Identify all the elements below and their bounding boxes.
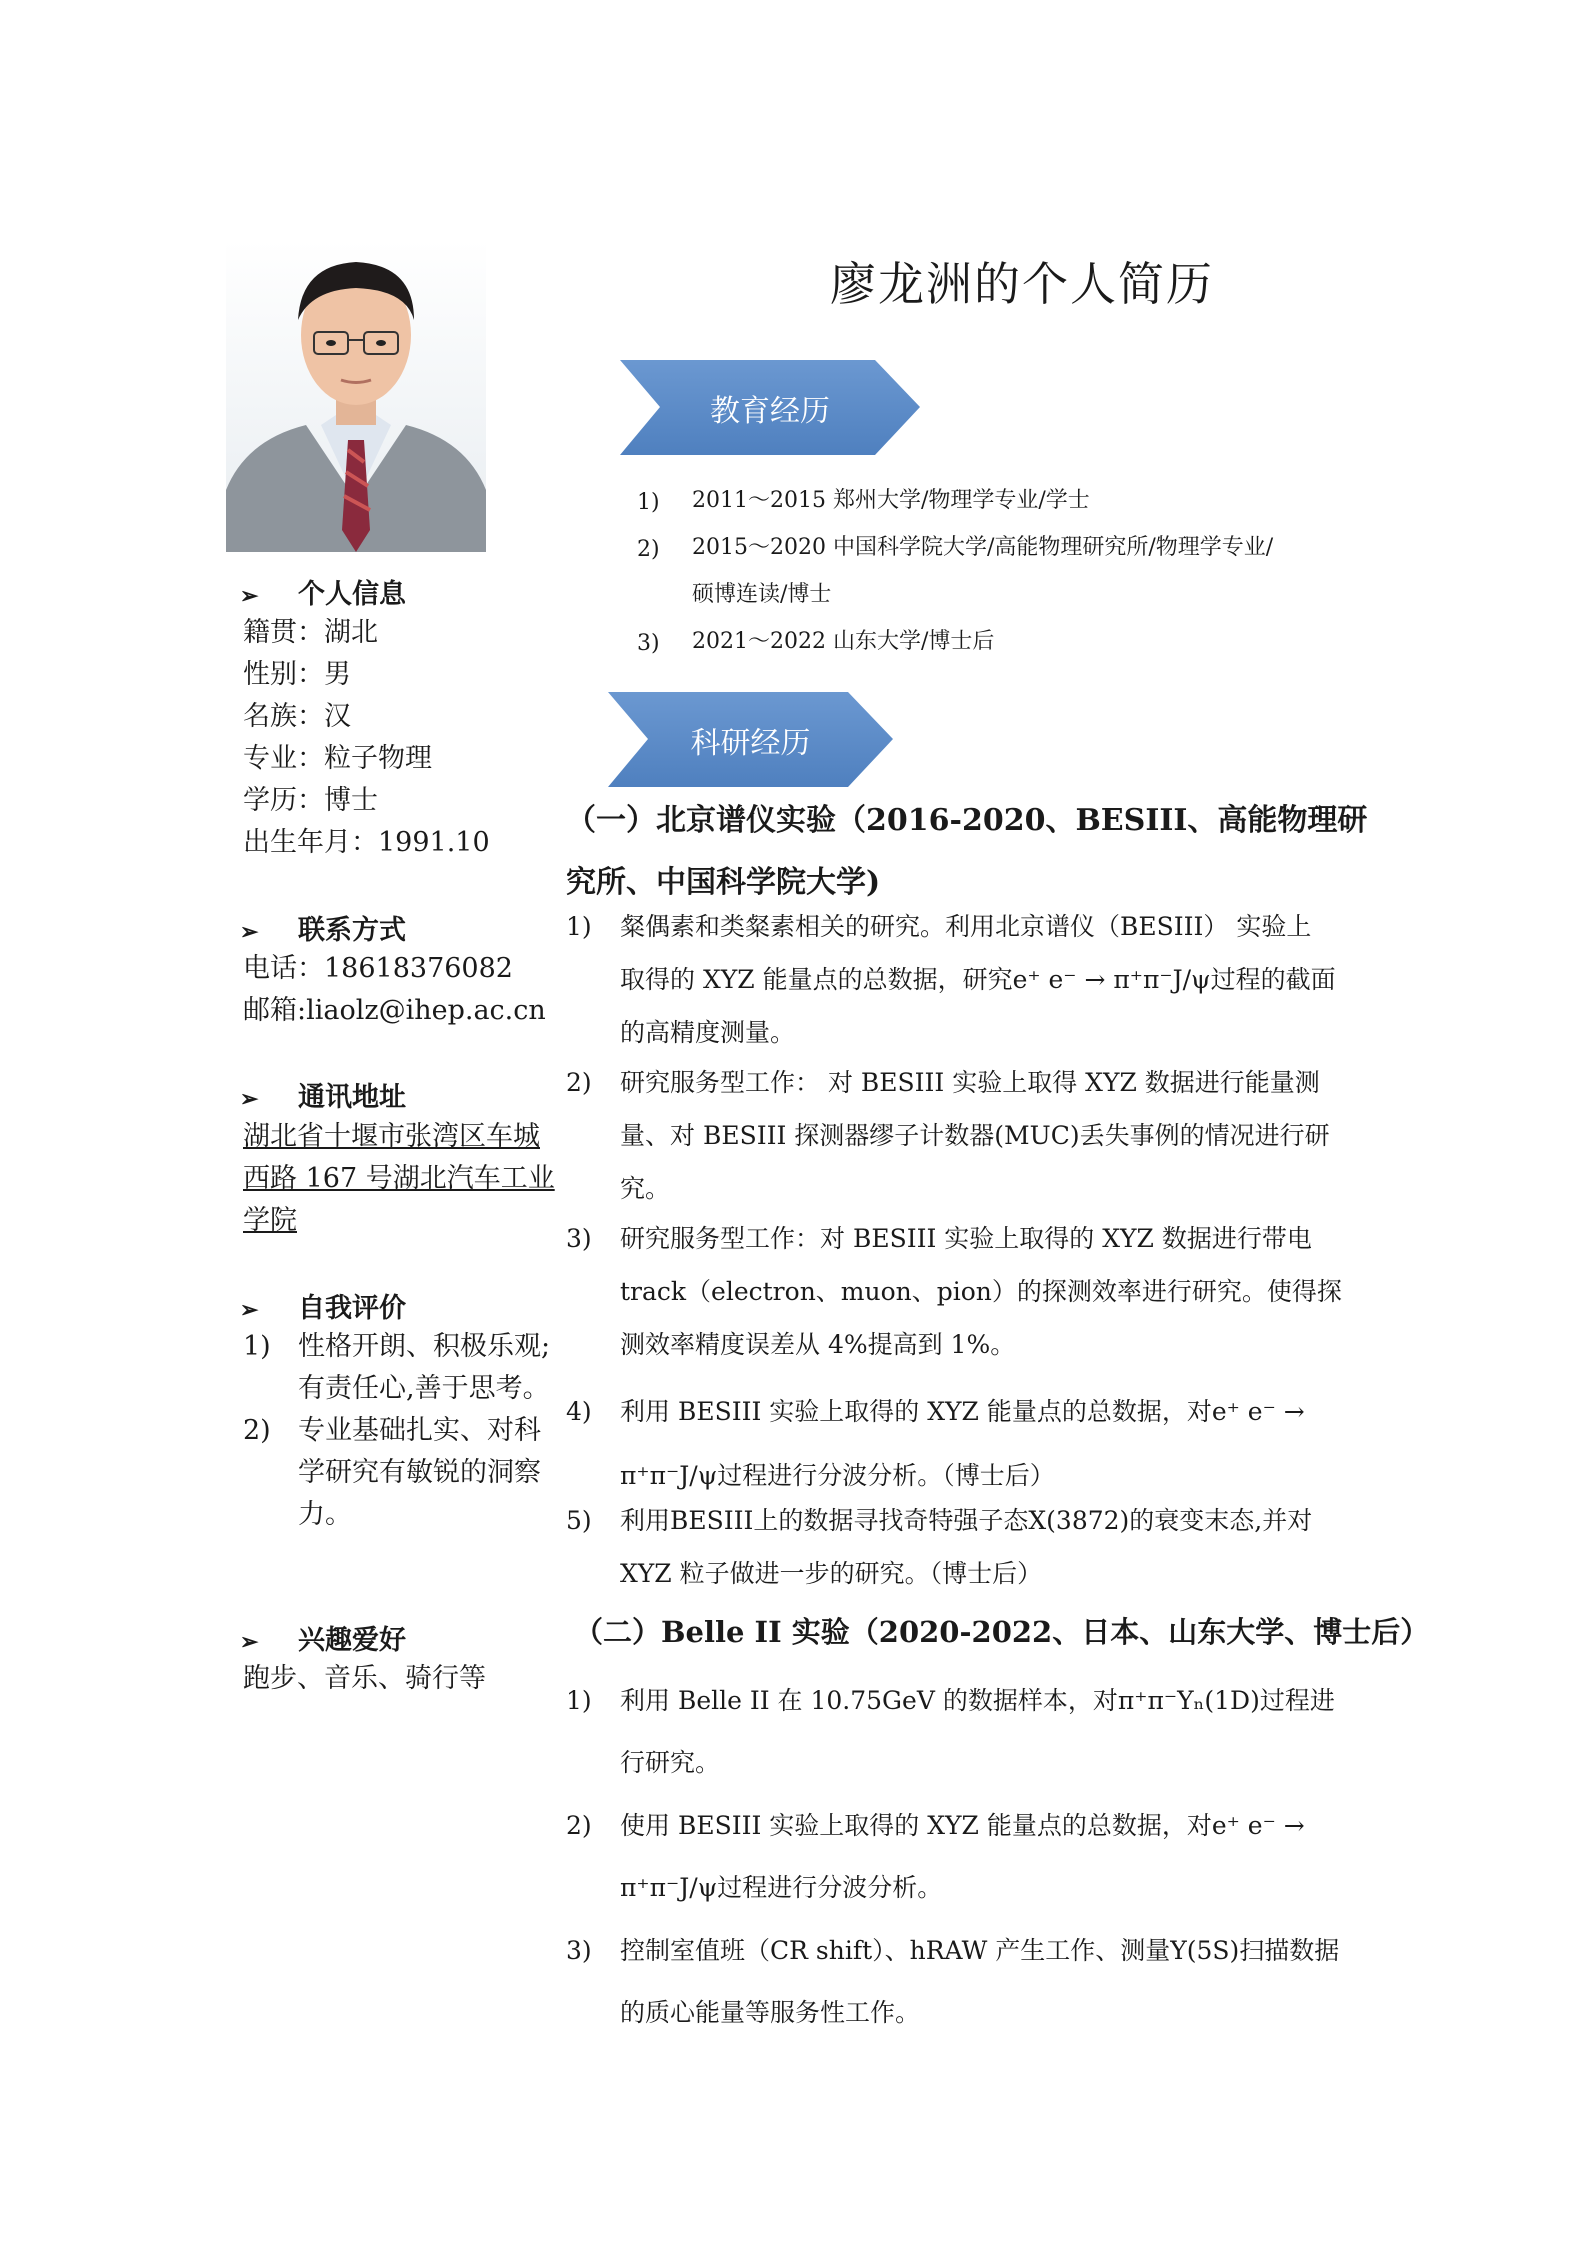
page-title: 廖龙洲的个人简历 <box>830 257 1214 311</box>
info-line: 性别：男 <box>243 659 351 690</box>
section-heading-address <box>240 1075 406 1114</box>
list-number: 3) <box>637 631 660 656</box>
hobbies-text: 跑步、音乐、骑行等 <box>243 1663 486 1694</box>
address-line: 西路 167 号湖北汽车工业 <box>243 1163 555 1194</box>
arrow-bullet-icon: ➢ <box>240 583 259 609</box>
list-item-line: 有责任心,善于思考。 <box>298 1373 550 1404</box>
info-line: 专业：粒子物理 <box>243 743 432 774</box>
research-item-line: 的质心能量等服务性工作。 <box>620 1998 921 2027</box>
list-item-line: 专业基础扎实、对科 <box>298 1415 541 1446</box>
arrow-bullet-icon: ➢ <box>240 1086 259 1112</box>
email-text: 邮箱:liaolz@ihep.ac.cn <box>243 995 546 1026</box>
education-banner-label: 教育经历 <box>710 393 830 429</box>
section-heading-label: 自我评价 <box>298 1293 406 1324</box>
list-number: 5) <box>566 1506 592 1535</box>
research-item-line: 使用 BESIII 实验上取得的 XYZ 能量点的总数据，对e⁺ e⁻ → <box>620 1811 1305 1840</box>
arrow-bullet-icon: ➢ <box>240 919 259 945</box>
research-item-line: 研究服务型工作：对 BESIII 实验上取得的 XYZ 数据进行带电 <box>620 1224 1312 1253</box>
research-item-line: 的高精度测量。 <box>620 1018 796 1047</box>
list-item-line: 学研究有敏锐的洞察 <box>298 1457 541 1488</box>
arrow-bullet-icon: ➢ <box>240 1297 259 1323</box>
research-item-line: 利用 Belle II 在 10.75GeV 的数据样本，对π⁺π⁻Υₙ(1D)过程进 <box>620 1686 1335 1715</box>
research-item-line: π⁺π⁻J/ψ过程进行分波分析。（博士后） <box>620 1461 1055 1490</box>
education-banner <box>620 360 920 455</box>
research-item-line: 行研究。 <box>620 1748 721 1777</box>
research-banner <box>608 692 893 787</box>
research-item-line: 究。 <box>620 1174 671 1203</box>
list-item-line: 力。 <box>298 1499 352 1530</box>
arrow-bullet-icon: ➢ <box>240 1629 259 1655</box>
info-line: 学历：博士 <box>243 785 378 816</box>
address-line: 湖北省十堰市张湾区车城 <box>243 1121 540 1152</box>
section-heading-self-eval <box>240 1286 406 1325</box>
research-banner-label: 科研经历 <box>690 725 811 761</box>
research-item-line: 取得的 XYZ 能量点的总数据，研究e⁺ e⁻ → π⁺π⁻J/ψ过程的截面 <box>620 965 1336 994</box>
research-item-line: 利用BESIII上的数据寻找奇特强子态X(3872)的衰变末态,并对 <box>620 1506 1313 1535</box>
education-item: 2021～2022 山东大学/博士后 <box>692 629 995 654</box>
list-number: 2) <box>566 1811 592 1840</box>
education-item: 2015～2020 中国科学院大学/高能物理研究所/物理学专业/ <box>692 535 1274 560</box>
education-item: 2011～2015 郑州大学/物理学专业/学士 <box>692 488 1090 513</box>
list-number: 4) <box>566 1397 592 1426</box>
research-item-line: 研究服务型工作： 对 BESIII 实验上取得 XYZ 数据进行能量测 <box>620 1068 1320 1097</box>
section-heading-contact <box>240 908 406 947</box>
info-line: 名族：汉 <box>243 701 351 732</box>
research-item-line: 控制室值班（CR shift）、hRAW 产生工作、测量Υ(5S)扫描数据 <box>620 1936 1340 1965</box>
section-heading-hobbies <box>240 1618 406 1657</box>
section-heading-label: 通讯地址 <box>298 1082 406 1113</box>
section-heading-personal <box>240 572 406 611</box>
research-item-line: π⁺π⁻J/ψ过程进行分波分析。 <box>620 1873 943 1902</box>
list-number: 2) <box>637 537 660 562</box>
research-item-line: 量、对 BESIII 探测器缪子计数器(MUC)丢失事例的情况进行研 <box>620 1121 1330 1150</box>
address-line: 学院 <box>243 1205 297 1236</box>
research-item-line: 粲偶素和类粲素相关的研究。利用北京谱仪（BESIII） 实验上 <box>620 912 1312 941</box>
list-number: 3) <box>566 1936 592 1965</box>
list-number: 1) <box>637 490 660 515</box>
list-number: 2) <box>566 1068 592 1097</box>
portrait-photo-icon <box>226 240 486 552</box>
research-item-line: track（electron、muon、pion）的探测效率进行研究。使得探 <box>620 1277 1342 1306</box>
section-heading-label: 联系方式 <box>298 915 406 946</box>
list-number: 1) <box>243 1331 271 1362</box>
info-line: 出生年月：1991.10 <box>243 827 490 858</box>
list-number: 1) <box>566 1686 592 1715</box>
info-line: 籍贯：湖北 <box>243 617 378 648</box>
research-section-heading: （一）北京谱仪实验（2016-2020、BESIII、高能物理研 <box>566 803 1368 838</box>
research-section-heading: （二）Belle II 实验（2020-2022、日本、山东大学、博士后） <box>574 1615 1430 1649</box>
portrait-photo <box>226 240 486 552</box>
research-section-heading: 究所、中国科学院大学) <box>566 865 881 900</box>
section-heading-label: 个人信息 <box>298 579 406 610</box>
education-item: 硕博连读/博士 <box>692 582 832 607</box>
research-item-line: XYZ 粒子做进一步的研究。（博士后） <box>620 1559 1043 1588</box>
list-number: 2) <box>243 1415 271 1446</box>
section-heading-label: 兴趣爱好 <box>298 1625 406 1656</box>
research-item-line: 利用 BESIII 实验上取得的 XYZ 能量点的总数据，对e⁺ e⁻ → <box>620 1397 1305 1426</box>
research-item-line: 测效率精度误差从 4%提高到 1%。 <box>620 1330 1016 1359</box>
phone-text: 电话：18618376082 <box>243 953 513 984</box>
list-number: 1) <box>566 912 592 941</box>
list-number: 3) <box>566 1224 592 1253</box>
list-item-line: 性格开朗、积极乐观; <box>298 1331 551 1362</box>
